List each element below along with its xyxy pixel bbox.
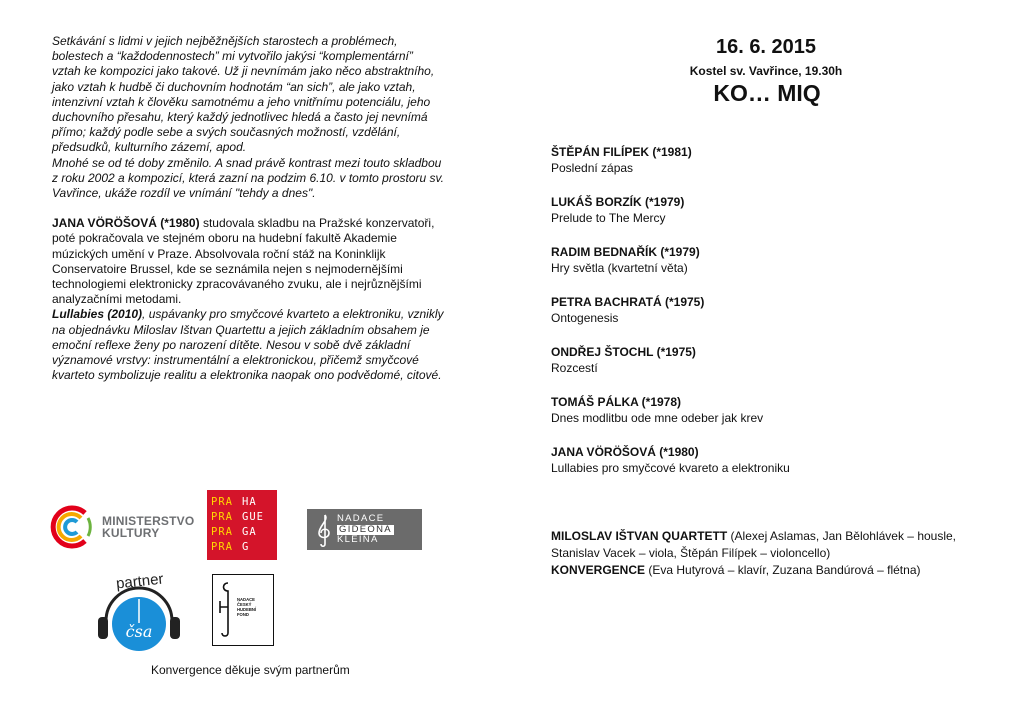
composer-name: TOMÁŠ PÁLKA (*1978) bbox=[551, 395, 682, 409]
ensemble-2 bbox=[551, 562, 981, 579]
work-title: Prelude to The Mercy bbox=[551, 211, 666, 225]
work-title: Poslední zápas bbox=[551, 161, 634, 175]
svg-text:čsa: čsa bbox=[125, 622, 153, 641]
program-item bbox=[551, 194, 981, 244]
composer-name: RADIM BEDNAŘÍK (*1979) bbox=[551, 245, 700, 259]
ensemble-1 bbox=[551, 528, 981, 545]
ministry-line-1: MINISTERSTVO bbox=[102, 514, 195, 528]
composer-name: PETRA BACHRATÁ (*1975) bbox=[551, 295, 705, 309]
ministry-emblem-icon bbox=[50, 504, 96, 550]
program-item bbox=[551, 144, 981, 194]
bio-paragraph bbox=[52, 216, 444, 307]
ensemble-1-cont: Stanislav Vacek – viola, Štěpán Filípek – violoncello) bbox=[551, 546, 831, 560]
ministry-of-culture-logo bbox=[50, 504, 200, 550]
praha-left-3: PRA bbox=[211, 526, 233, 538]
work-title: Lullabies (2010) bbox=[52, 307, 143, 322]
composer-name: ŠTĚPÁN FILÍPEK (*1981) bbox=[551, 145, 692, 159]
work-text: , uspávanky pro smyčcové kvarteto a elektroniku, vznikly na objednávku Miloslav Ištvan Quartettu a jejich základním obsahem je emoční reflexe ženy po narození dítěte. Nesou v sobě dvě základní významové vrstvy: instrumentální a elektronickou, přičemž smyčcové kvarteto symbolizuje realitu a elektronika naopak ono podvědomé, citové. bbox=[52, 307, 444, 383]
partner-text: partner bbox=[115, 570, 165, 593]
partner-logos bbox=[50, 488, 450, 688]
work-paragraph bbox=[52, 307, 444, 383]
performers bbox=[551, 528, 981, 579]
praha-left-4: PRA bbox=[211, 541, 233, 553]
bio-text: studovala skladbu na Pražské konzervatoři, poté pokračovala ve stejném oboru na hudební fakultě Akademie múzických umění v Praze. Absolvovala roční stáž na Koninklijk Conservatoire Brussel, kde se seznámila nejen s nejmodernějšími technologiemi elektronicky zpracovávaného zvuku, ale i nejrůznějšími analyzačními metodami. bbox=[52, 216, 435, 307]
gk-line-1: NADACE bbox=[337, 513, 385, 524]
gk-line-2: GIDEONA bbox=[339, 523, 392, 535]
partner-logo bbox=[94, 570, 184, 651]
ministry-line-2: KULTURY bbox=[102, 526, 160, 540]
gk-line-3: KLEINA bbox=[337, 534, 379, 546]
concert-date: 16. 6. 2015 bbox=[715, 36, 817, 58]
intro-paragraph: Setkávání s lidmi v jejich nejběžnějších starostech a problémech, bolestech a “každodennostech” mi vytvořilo jakýsi “komplementární” vztah ke kompozici jako takové. Už ji nevnímám jako něco abstraktního, jako vztah k hudbě či duchovním hodnotám “an sich”, ale jako vztah, intenzivní vztah k člověku samotnému a jeho vnitřnímu potenciálu, jeho duchovního přesahu, který každý jednotlivec hledá a často jej nevnímá přímo; každý podle sebe a svých současných možností, vzdělání, předsudků, kulturního zázemí, apod. bbox=[52, 34, 435, 155]
left-column bbox=[52, 34, 444, 383]
program-item bbox=[551, 394, 981, 444]
ensemble-1-name: MILOSLAV IŠTVAN QUARTETT bbox=[551, 529, 728, 543]
program-item bbox=[551, 344, 981, 394]
work-title: Dnes modlitbu ode mne odeber jak krev bbox=[551, 411, 764, 425]
music-fund-emblem-icon bbox=[216, 581, 238, 637]
thanks-caption: Konvergence děkuje svým partnerům bbox=[151, 663, 350, 677]
bio-name: JANA VÖRÖŠOVÁ (*1980) bbox=[52, 216, 200, 231]
praha-right-3: GA bbox=[242, 526, 257, 538]
composer-name: JANA VÖRÖŠOVÁ (*1980) bbox=[551, 445, 699, 459]
praha-logo bbox=[207, 490, 277, 560]
program-item bbox=[551, 244, 981, 294]
program-list bbox=[551, 144, 981, 494]
treble-clef-icon bbox=[312, 512, 336, 548]
intro-paragraph-2: Mnohé se od té doby změnilo. A snad právě kontrast mezi touto skladbou z roku 2002 a kompozicí, která zazní na podzim 6.10. v tomto prostoru sv. Vavřince, ukáže rozdíl ve vnímání "tehdy a dnes". bbox=[52, 155, 444, 201]
work-title: Hry světla (kvartetní věta) bbox=[551, 261, 688, 275]
ensemble-1-members-a: (Alexej Aslamas, Jan Bělohlávek – housle, bbox=[727, 529, 957, 543]
praha-left-1: PRA bbox=[211, 496, 233, 508]
music-fund-text: NADACE ČESKÝ HUDEBNÍ FOND bbox=[237, 597, 257, 617]
praha-right-4: G bbox=[242, 541, 250, 553]
ensemble-2-members: (Eva Hutyrová – klavír, Zuzana Bandúrová – flétna) bbox=[645, 563, 921, 577]
praha-right-1: HA bbox=[242, 496, 257, 508]
work-title: Rozcestí bbox=[551, 361, 598, 375]
concert-title: KO… MIQ bbox=[713, 80, 821, 106]
composer-name: ONDŘEJ ŠTOCHL (*1975) bbox=[551, 345, 696, 359]
work-title: Ontogenesis bbox=[551, 311, 619, 325]
concert-venue: Kostel sv. Vavřince, 19.30h bbox=[689, 64, 843, 78]
work-title: Lullabies pro smyčcové kvareto a elektroniku bbox=[551, 461, 790, 475]
praha-right-2: GUE bbox=[242, 511, 264, 523]
gideon-klein-foundation-logo bbox=[307, 509, 422, 550]
program-item bbox=[551, 444, 981, 494]
praha-left-2: PRA bbox=[211, 511, 233, 523]
czech-music-fund-logo bbox=[212, 574, 274, 646]
composer-name: LUKÁŠ BORZÍK (*1979) bbox=[551, 195, 685, 209]
ensemble-2-name: KONVERGENCE bbox=[551, 563, 646, 577]
program-item bbox=[551, 294, 981, 344]
